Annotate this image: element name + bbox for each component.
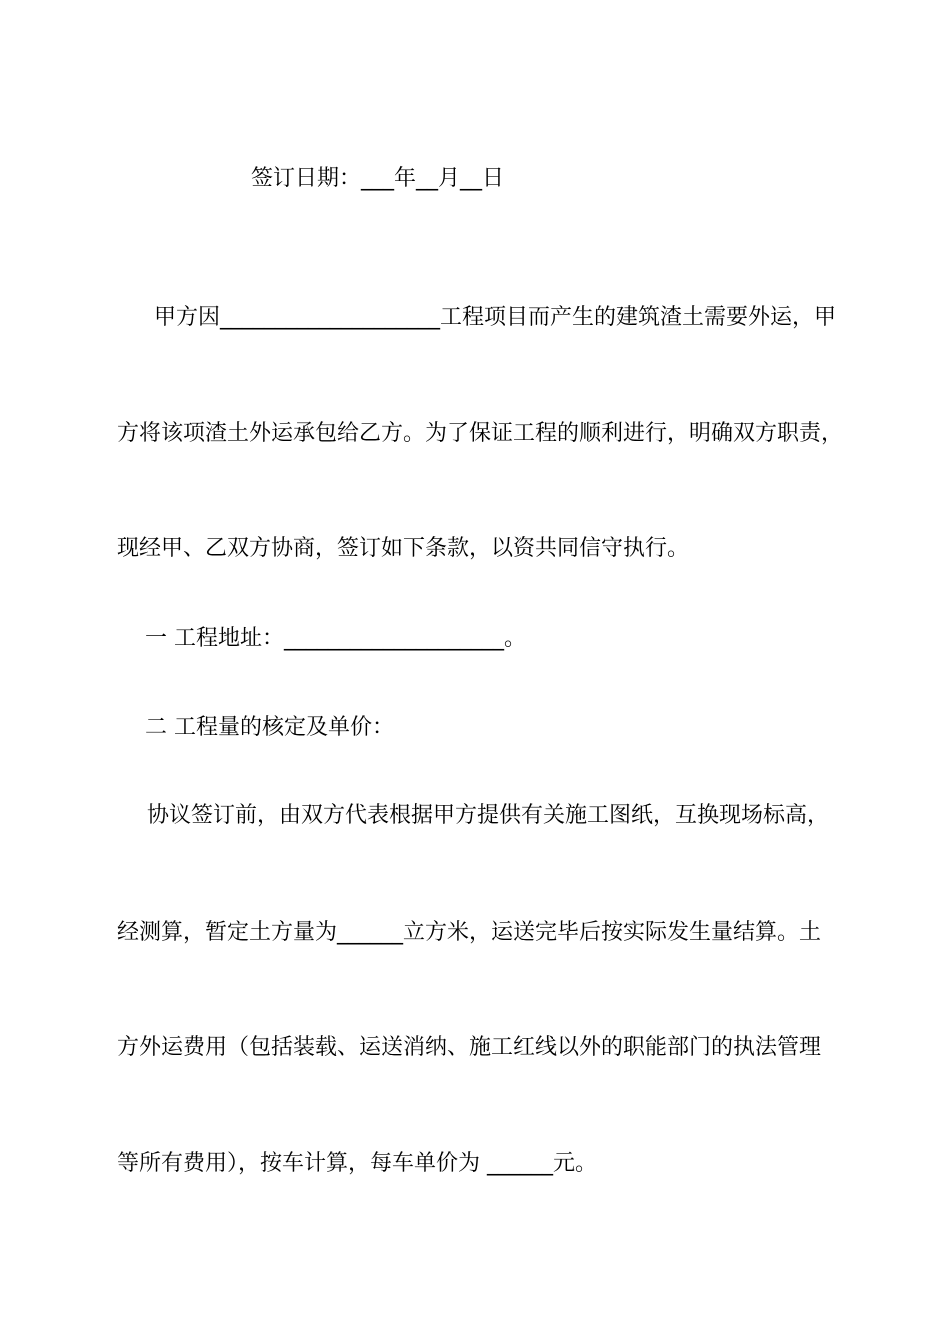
- section-project-address: 一 工程地址：____________________。: [145, 626, 526, 651]
- intro-paragraph-line-1: 甲方因____________________工程项目而产生的建筑渣土需要外运，甲: [154, 305, 837, 330]
- quantity-paragraph-line-1: 协议签订前，由双方代表根据甲方提供有关施工图纸，互换现场标高，: [147, 803, 830, 828]
- quantity-paragraph-line-3: 方外运费用（包括装载、运送消纳、施工红线以外的职能部门的执法管理: [117, 1035, 822, 1060]
- intro-paragraph-line-2: 方将该项渣土外运承包给乙方。为了保证工程的顺利进行，明确双方职责，: [117, 421, 844, 446]
- intro-paragraph-line-3: 现经甲、乙双方协商，签订如下条款，以资共同信守执行。: [117, 536, 690, 561]
- sign-date: 签订日期：___年__月__日: [251, 166, 505, 191]
- section-quantity-and-price: 二 工程量的核定及单价：: [145, 715, 394, 740]
- quantity-paragraph-line-4: 等所有费用），按车计算，每车单价为 ______元。: [117, 1151, 597, 1176]
- quantity-paragraph-line-2: 经测算，暂定土方量为______立方米，运送完毕后按实际发生量结算。土: [117, 920, 822, 945]
